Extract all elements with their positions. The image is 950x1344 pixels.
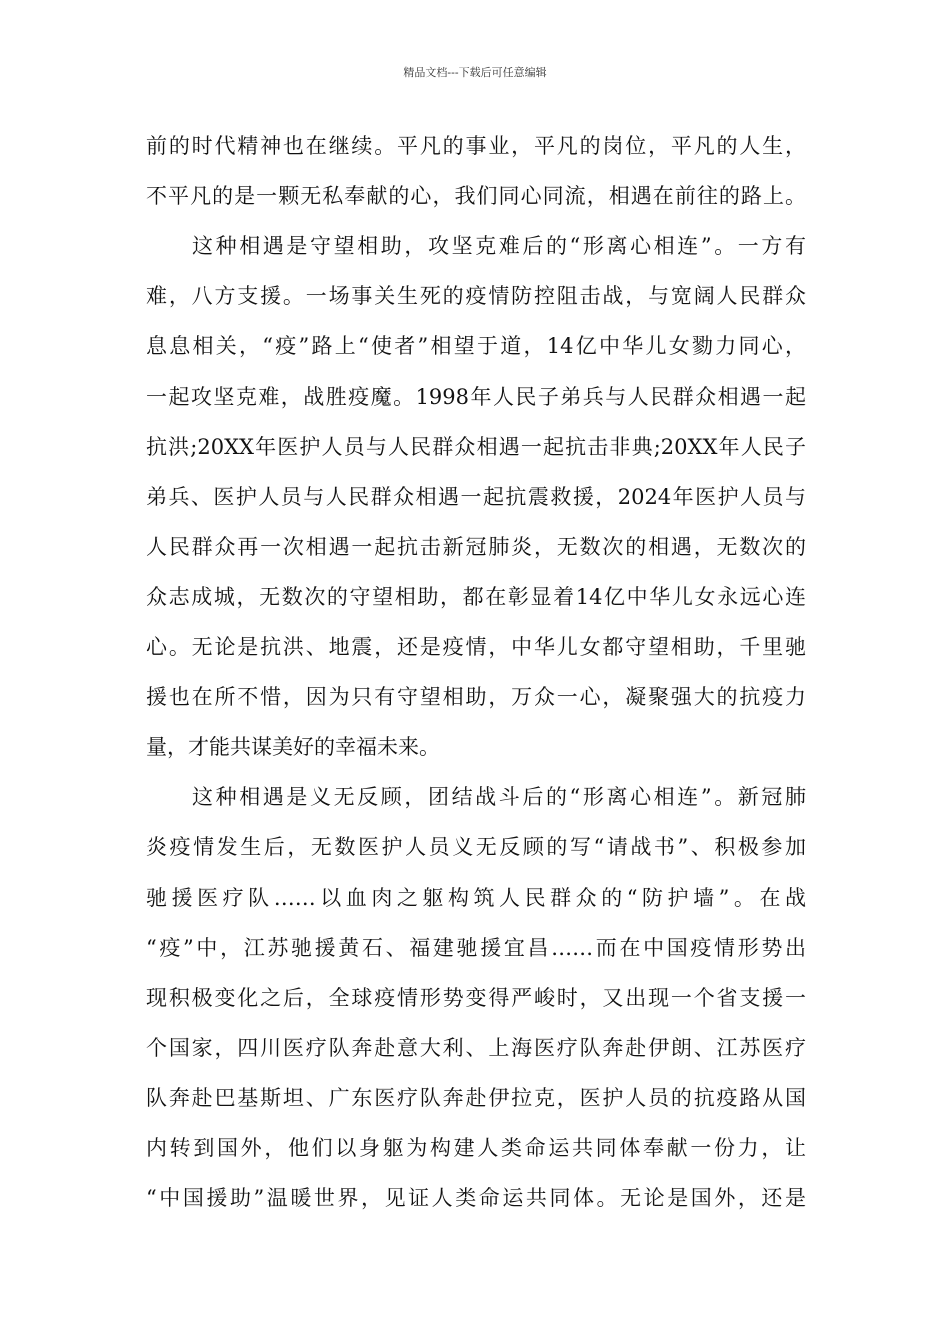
text-line: 一起攻坚克难，战胜疫魔。1998年人民子弟兵与人民群众相遇一起 bbox=[146, 385, 806, 409]
text-line: “疫”中，江苏驰援黄石、福建驰援宜昌……而在中国疫情形势出 bbox=[146, 936, 806, 960]
text-line: 现积极变化之后，全球疫情形势变得严峻时，又出现一个省支援一 bbox=[146, 986, 806, 1010]
text-line: 抗洪;20XX年医护人员与人民群众相遇一起抗击非典;20XX年人民子 bbox=[146, 435, 806, 459]
text-line: 炎疫情发生后，无数医护人员义无反顾的写“请战书”、积极参加 bbox=[146, 835, 806, 859]
text-line: 众志成城，无数次的守望相助，都在彰显着14亿中华儿女永远心连 bbox=[146, 585, 806, 609]
text-line: 难，八方支援。一场事关生死的疫情防控阻击战，与宽阔人民群众 bbox=[146, 284, 806, 308]
page-header: 精品文档---下载后可任意编辑 bbox=[403, 66, 547, 79]
text-line: 不平凡的是一颗无私奉献的心，我们同心同流，相遇在前往的路上。 bbox=[146, 184, 806, 208]
text-line: “中国援助”温暖世界，见证人类命运共同体。无论是国外，还是 bbox=[146, 1186, 806, 1210]
text-line: 人民群众再一次相遇一起抗击新冠肺炎，无数次的相遇，无数次的 bbox=[146, 535, 806, 559]
text-line: 心。无论是抗洪、地震，还是疫情，中华儿女都守望相助，千里驰 bbox=[146, 635, 806, 659]
text-line: 队奔赴巴基斯坦、广东医疗队奔赴伊拉克，医护人员的抗疫路从国 bbox=[146, 1086, 806, 1110]
text-line: 息息相关，“疫”路上“使者”相望于道，14亿中华儿女勠力同心， bbox=[146, 334, 806, 358]
text-line: 弟兵、医护人员与人民群众相遇一起抗震救援，2024年医护人员与 bbox=[146, 485, 806, 509]
text-line: 内转到国外，他们以身躯为构建人类命运共同体奉献一份力，让 bbox=[146, 1136, 806, 1160]
text-line: 这种相遇是守望相助，攻坚克难后的“形离心相连”。一方有 bbox=[192, 234, 806, 258]
text-line: 前的时代精神也在继续。平凡的事业，平凡的岗位，平凡的人生， bbox=[146, 134, 806, 158]
text-line: 这种相遇是义无反顾，团结战斗后的“形离心相连”。新冠肺 bbox=[192, 785, 806, 809]
text-line: 驰援医疗队……以血肉之躯构筑人民群众的“防护墙”。在战 bbox=[146, 886, 806, 910]
text-line: 量，才能共谋美好的幸福未来。 bbox=[146, 735, 440, 759]
text-line: 个国家，四川医疗队奔赴意大利、上海医疗队奔赴伊朗、江苏医疗 bbox=[146, 1036, 806, 1060]
text-line: 援也在所不惜，因为只有守望相助，万众一心，凝聚强大的抗疫力 bbox=[146, 685, 806, 709]
